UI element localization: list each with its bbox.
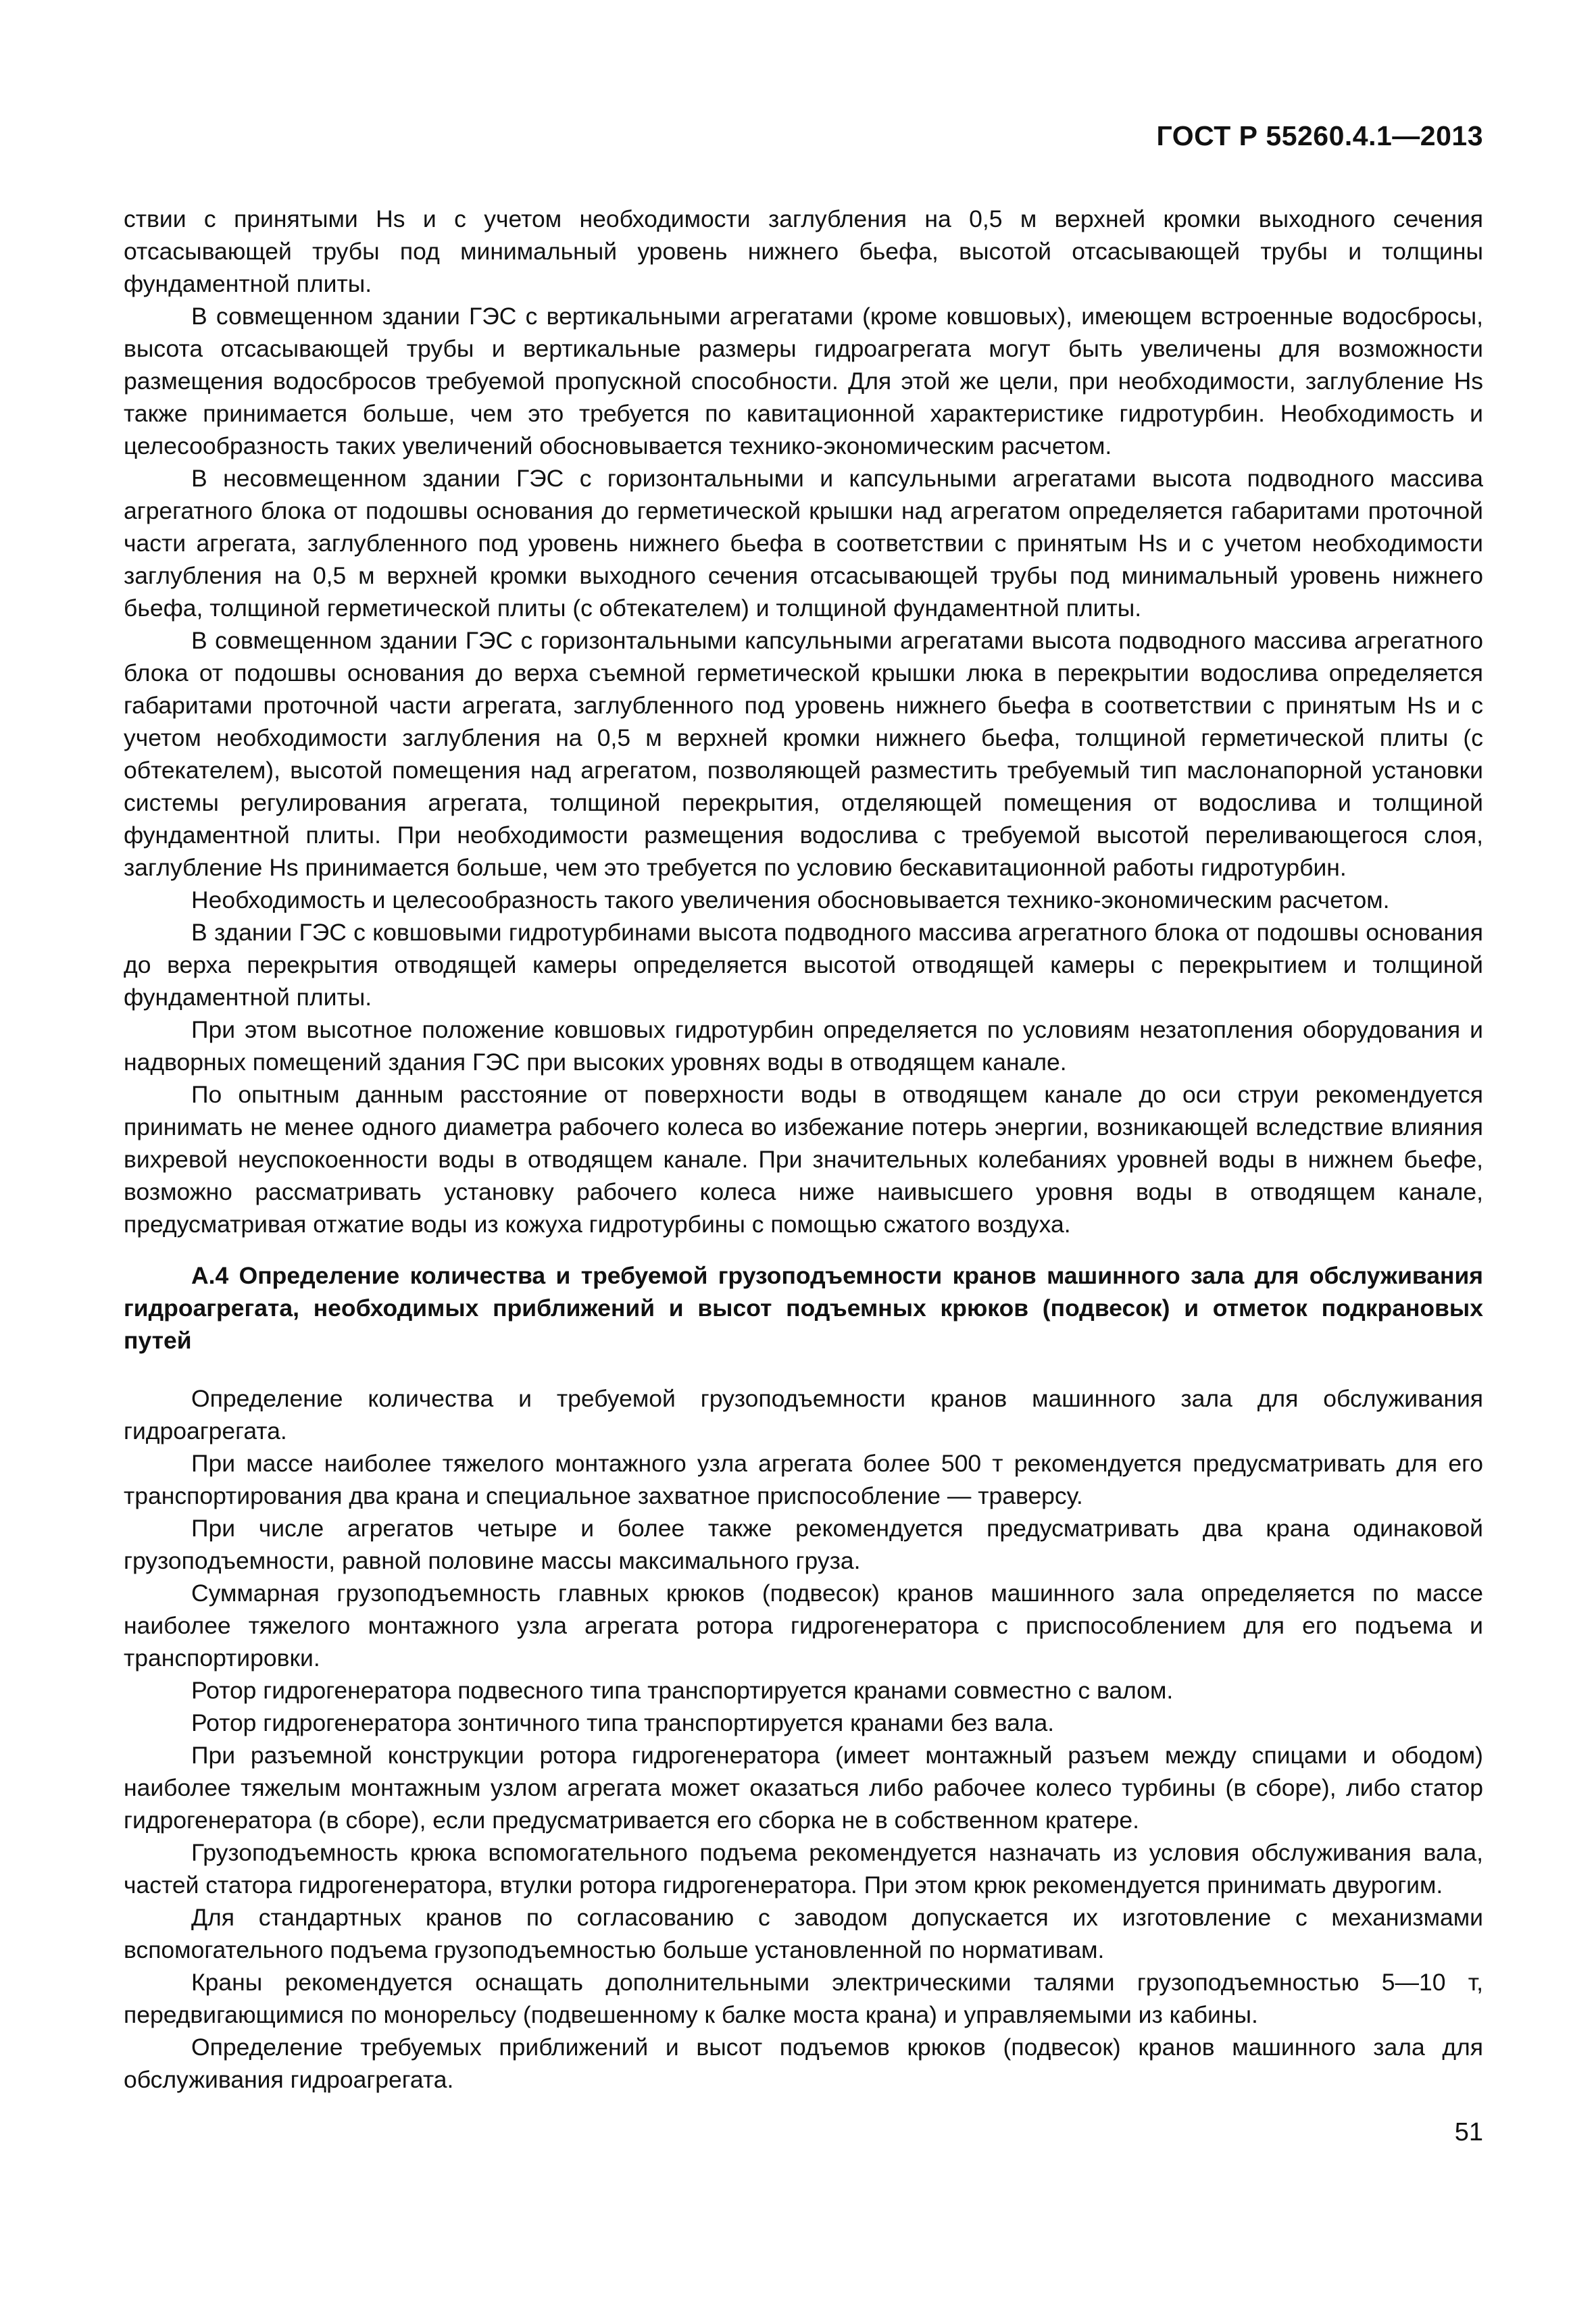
section-heading: А.4 Определение количества и требуемой грузоподъемности кранов машинного зала для обслуживания гидроагрегата, необходимых приближений и высот подъемных крюков (подвесок) и отметок подкрановых путей bbox=[124, 1262, 1483, 1354]
paragraph: В совмещенном здании ГЭС с горизонтальными капсульными агрегатами высота подводного массива агрегатного блока от подошвы основания до верха съемной герметической крышки люка в перекрытии водослива определяется габаритами проточной части агрегата, заглубленного под уровень нижнего бьефа в соответствии с принятым Hs и с учетом необходимости заглубления на 0,5 м верхней кромки нижнего бьефа, толщиной герметической плиты (с обтекателем), высотой помещения над агрегатом, позволяющей разместить требуемый тип маслонапорной установки системы регулирования агрегата, толщиной перекрытия, отделяющей помещения от водослива и толщиной фундаментной плиты. При необходимости размещения водослива с требуемой высотой переливающегося слоя, заглубление Hs принимается больше, чем это требуется по условию бескавитационной работы гидротурбин. bbox=[124, 627, 1483, 881]
paragraph: Определение количества и требуемой грузоподъемности кранов машинного зала для обслуживания гидроагрегата. bbox=[124, 1385, 1483, 1444]
paragraph: Ротор гидрогенератора зонтичного типа транспортируется кранами без вала. bbox=[191, 1709, 1055, 1736]
paragraph: По опытным данным расстояние от поверхности воды в отводящем канале до оси струи рекомендуется принимать не менее одного диаметра рабочего колеса во избежание потерь энергии, возникающей вследствие влияния вихревой неуспокоенности воды в отводящем канале. При значительных колебаниях уровней воды в нижнем бьефе, возможно рассматривать установку рабочего колеса ниже наивысшего уровня воды в отводящем канале, предусматривая отжатие воды из кожуха гидротурбины с помощью сжатого воздуха. bbox=[124, 1081, 1483, 1238]
paragraph: В совмещенном здании ГЭС с вертикальными агрегатами (кроме ковшовых), имеющем встроенные водосбросы, высота отсасывающей трубы и вертикальные размеры гидроагрегата могут быть увеличены для возможности размещения водосбросов требуемой пропускной способности. Для этой же цели, при необходимости, заглубление Hs также принимается больше, чем это требуется по кавитационной характеристике гидротурбин. Необходимость и целесообразность таких увеличений обосновывается технико-экономическим расчетом. bbox=[124, 303, 1483, 459]
paragraph: При разъемной конструкции ротора гидрогенератора (имеет монтажный разъем между спицами и ободом) наиболее тяжелым монтажным узлом агрегата может оказаться либо рабочее колесо турбины (в сборе), либо статор гидрогенератора (в сборе), если предусматривается его сборка не в собственном кратере. bbox=[124, 1742, 1483, 1834]
paragraph: Грузоподъемность крюка вспомогательного подъема рекомендуется назначать из условия обслуживания вала, частей статора гидрогенератора, втулки ротора гидрогенератора. При этом крюк рекомендуется принимать двурогим. bbox=[124, 1839, 1483, 1898]
paragraph: Краны рекомендуется оснащать дополнительными электрическими талями грузоподъемностью 5—10 т, передвигающимися по монорельсу (подвешенному к балке моста крана) и управляемыми из кабины. bbox=[124, 1969, 1483, 2028]
document-body bbox=[124, 203, 1483, 2096]
page-number: 51 bbox=[1454, 2118, 1483, 2146]
paragraph: При этом высотное положение ковшовых гидротурбин определяется по условиям незатопления оборудования и надворных помещений здания ГЭС при высоких уровнях воды в отводящем канале. bbox=[124, 1016, 1483, 1076]
paragraph: Необходимость и целесообразность такого увеличения обосновывается технико-экономическим расчетом. bbox=[191, 886, 1390, 913]
paragraph: Ротор гидрогенератора подвесного типа транспортируется кранами совместно с валом. bbox=[191, 1677, 1174, 1704]
paragraph: В здании ГЭС с ковшовыми гидротурбинами высота подводного массива агрегатного блока от подошвы основания до верха перекрытия отводящей камеры определяется высотой отводящей камеры с перекрытием и толщиной фундаментной плиты. bbox=[124, 919, 1483, 1011]
paragraph: При числе агрегатов четыре и более также рекомендуется предусматривать два крана одинаковой грузоподъемности, равной половине массы максимального груза. bbox=[124, 1515, 1483, 1574]
paragraph: В несовмещенном здании ГЭС с горизонтальными и капсульными агрегатами высота подводного массива агрегатного блока от подошвы основания до герметической крышки над агрегатом определяется габаритами проточной части агрегата, заглубленного под уровень нижнего бьефа в соответствии с принятым Hs и с учетом необходимости заглубления на 0,5 м верхней кромки выходного сечения отсасывающей трубы под минимальный уровень нижнего бьефа, толщиной герметической плиты (с обтекателем) и толщиной фундаментной плиты. bbox=[124, 465, 1483, 622]
document-code-header: ГОСТ Р 55260.4.1—2013 bbox=[1156, 120, 1483, 151]
paragraph: Суммарная грузоподъемность главных крюков (подвесок) кранов машинного зала определяется по массе наиболее тяжелого монтажного узла агрегата ротора гидрогенератора с приспособлением для его подъема и транспортировки. bbox=[124, 1580, 1483, 1671]
paragraph: Для стандартных кранов по согласованию с заводом допускается их изготовление с механизмами вспомогательного подъема грузоподъемностью больше установленной по нормативам. bbox=[124, 1904, 1483, 1963]
paragraph-continuation: ствии с принятыми Hs и с учетом необходимости заглубления на 0,5 м верхней кромки выходного сечения отсасывающей трубы под минимальный уровень нижнего бьефа, высотой отсасывающей трубы и толщины фундаментной плиты. bbox=[124, 205, 1483, 297]
paragraph: При массе наиболее тяжелого монтажного узла агрегата более 500 т рекомендуется предусматривать для его транспортирования два крана и специальное захватное приспособление — траверсу. bbox=[124, 1450, 1483, 1509]
document-page bbox=[124, 0, 1483, 2314]
paragraph: Определение требуемых приближений и высот подъемов крюков (подвесок) кранов машинного зала для обслуживания гидроагрегата. bbox=[124, 2034, 1483, 2093]
